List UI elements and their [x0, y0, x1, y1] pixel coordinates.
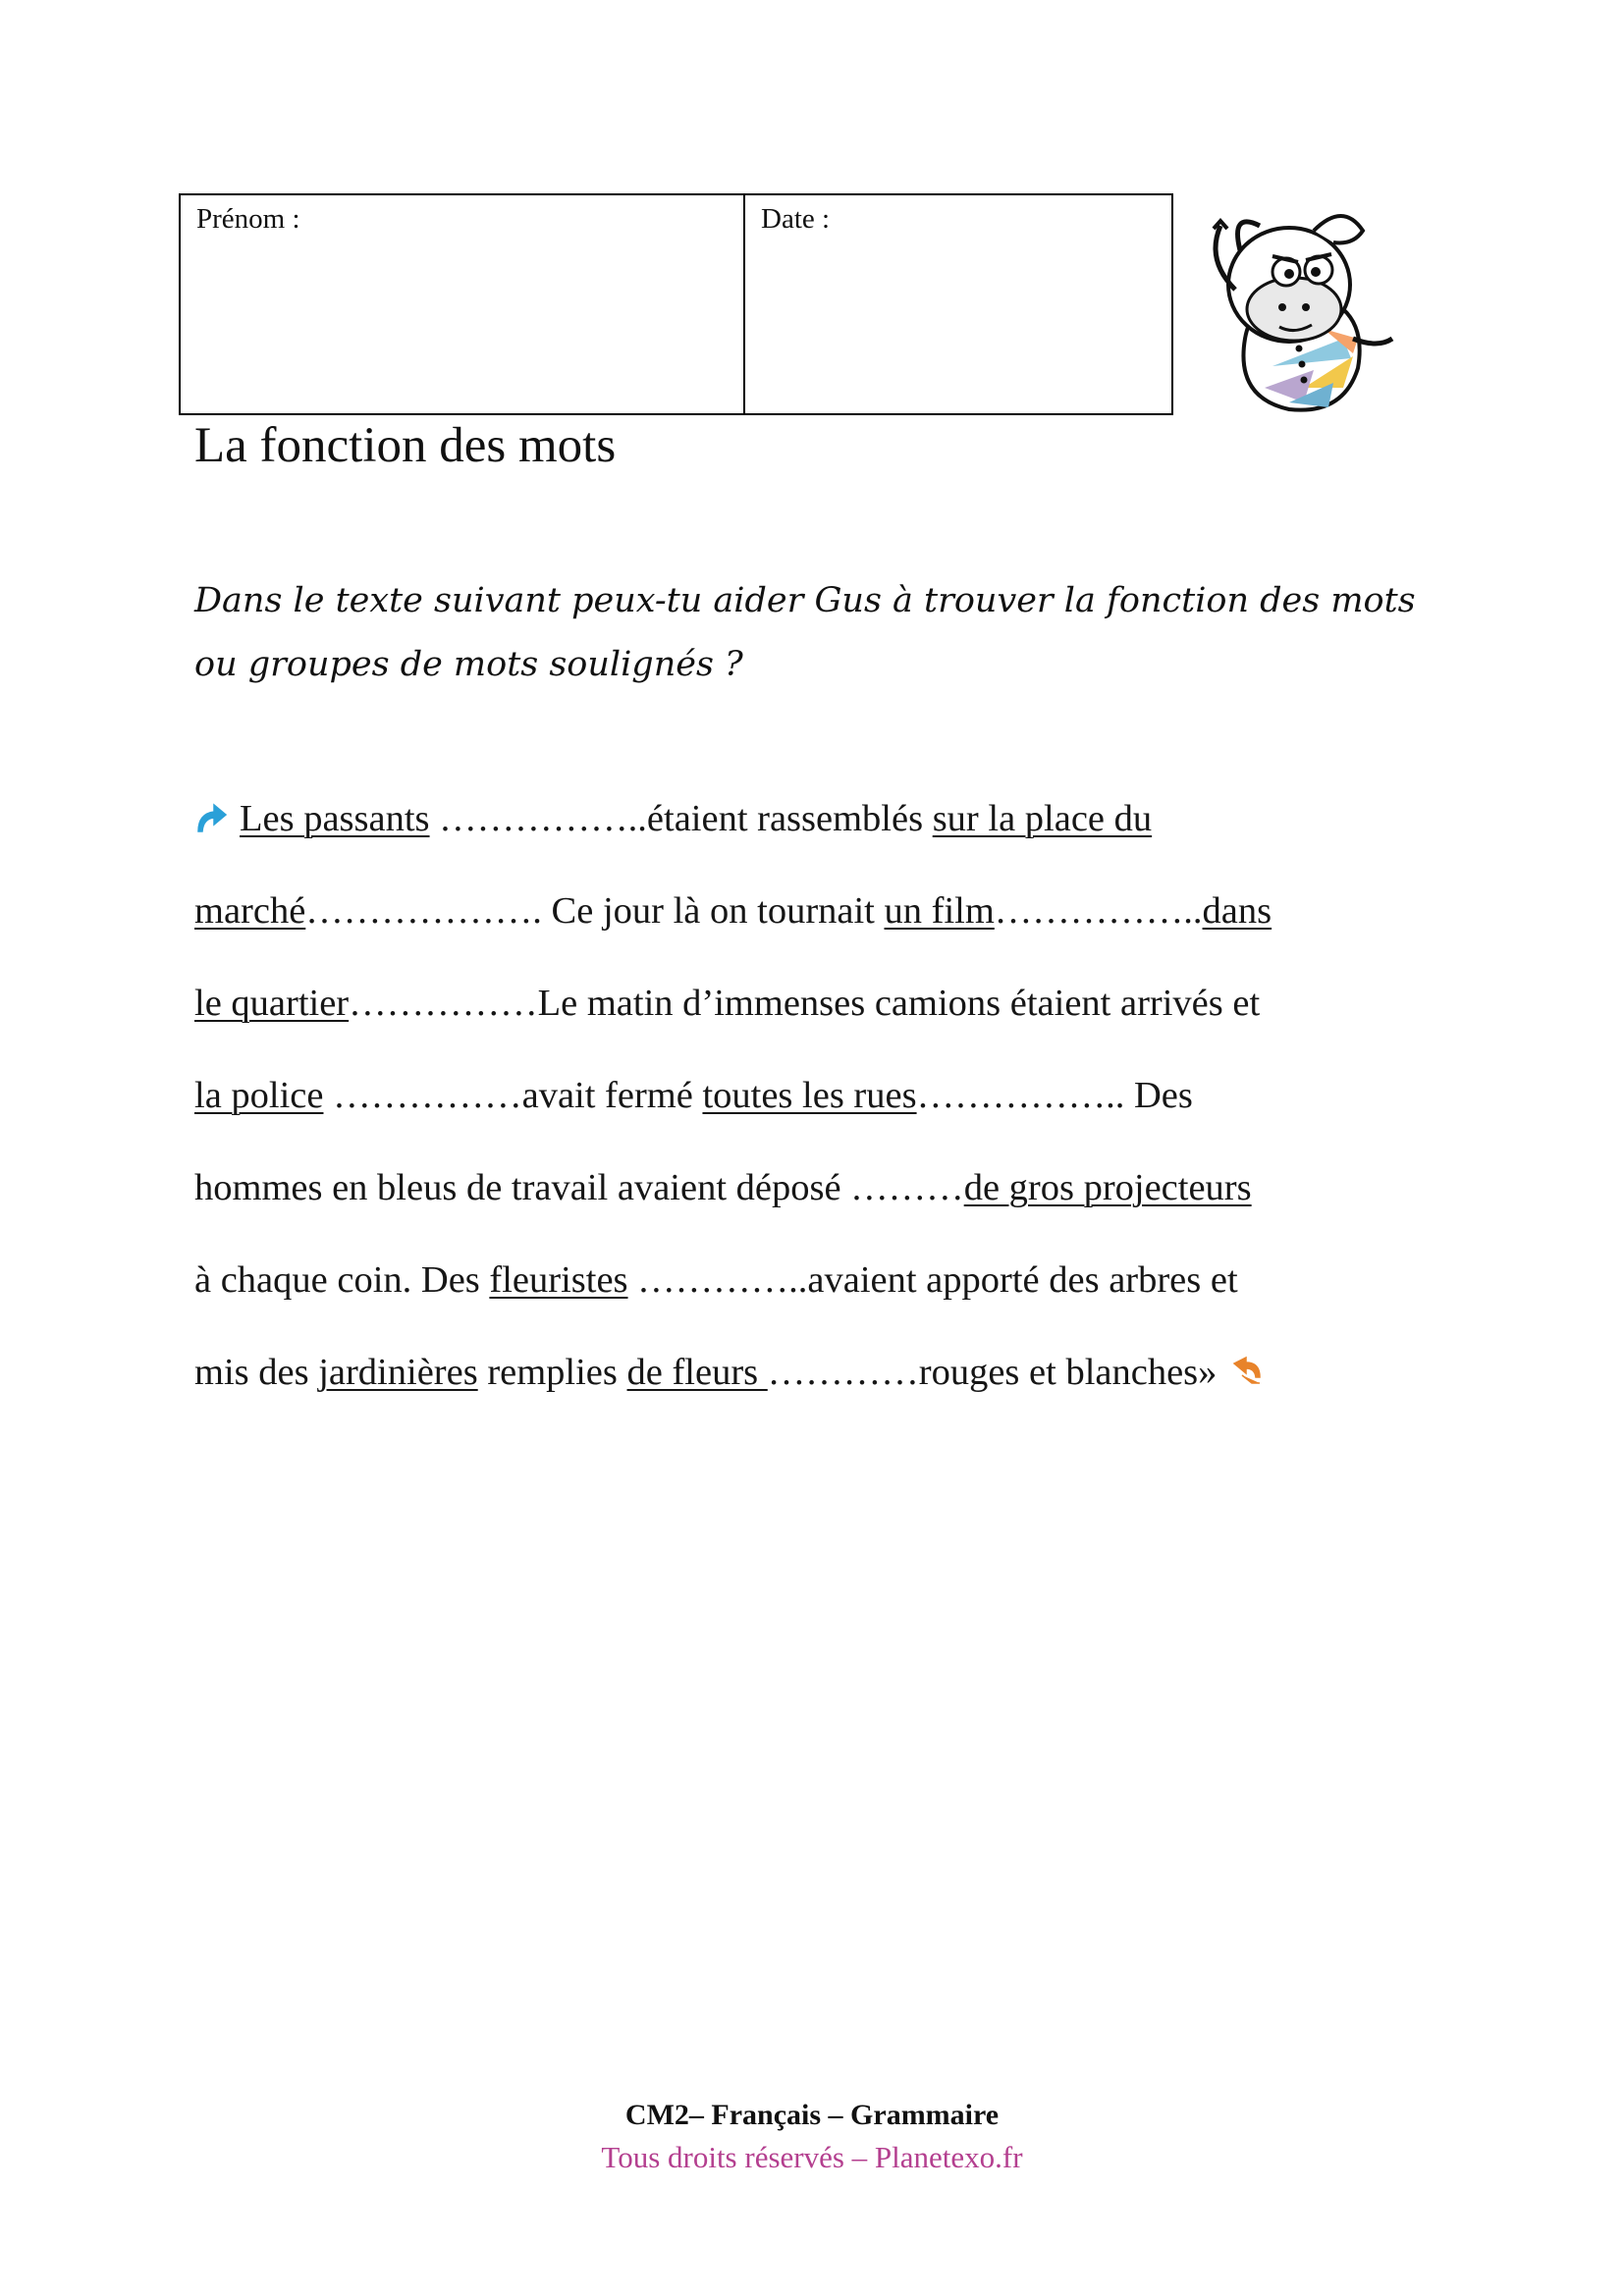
underlined-word-group: Les passants [240, 798, 430, 839]
passage-text: …………rouges et blanches» [767, 1352, 1218, 1393]
underlined-word-group: sur la place du [932, 798, 1153, 839]
passage-text: ……………avait fermé [323, 1075, 703, 1116]
passage-text: ……………Le matin d’immenses camions étaient arrivés et [349, 983, 1261, 1024]
passage-text: …………..avaient apporté des arbres et [627, 1259, 1238, 1301]
exercise-instruction: Dans le texte suivant peux-tu aider Gus à trouver la fonction des mots ou groupes de mots soulignés ? [194, 581, 1416, 684]
passage-line [194, 1074, 1193, 1117]
blue-curved-arrow-icon [194, 800, 228, 835]
passage-text: …………….. [994, 890, 1203, 932]
underlined-word-group: marché [194, 890, 306, 932]
passage-text: à chaque coin. Des [194, 1259, 490, 1301]
orange-curved-arrow-icon [1230, 1354, 1264, 1389]
passage-text: ……………..étaient rassemblés [429, 798, 933, 839]
passage-text: mis des [194, 1352, 319, 1393]
student-info-box [179, 193, 1173, 415]
passage-text: …………….. Des [916, 1075, 1193, 1116]
footer-copyright: Tous droits réservés – Planetexo.fr [601, 2140, 1023, 2174]
underlined-word-group: de gros projecteurs [963, 1167, 1252, 1208]
underlined-word-group: un film [884, 890, 995, 932]
passage-line [194, 1258, 1238, 1302]
gus-mascot-icon [1196, 191, 1414, 417]
passage-text: hommes en bleus de travail avaient déposé ……… [194, 1167, 964, 1208]
date-label: Date : [761, 203, 831, 235]
passage-line [194, 889, 1272, 933]
underlined-word-group: dans [1202, 890, 1272, 932]
passage-line [194, 982, 1260, 1025]
passage-line [194, 1351, 1264, 1394]
passage-line [194, 1166, 1252, 1209]
passage-text: remplies [477, 1352, 627, 1393]
firstname-field[interactable] [181, 195, 745, 413]
passage-line [194, 797, 1152, 840]
underlined-word-group: la police [194, 1075, 324, 1116]
passage-text: ………………. Ce jour là on tournait [305, 890, 885, 932]
footer-subject: CM2– Français – Grammaire [624, 2099, 1000, 2131]
page-title: La fonction des mots [194, 418, 617, 473]
underlined-word-group: le quartier [194, 983, 350, 1024]
underlined-word-group: fleuristes [489, 1259, 628, 1301]
firstname-label: Prénom : [196, 203, 300, 235]
underlined-word-group: de fleurs [626, 1352, 768, 1393]
date-field[interactable] [745, 195, 1171, 413]
underlined-word-group: toutes les rues [702, 1075, 917, 1116]
underlined-word-group: jardinières [318, 1352, 478, 1393]
